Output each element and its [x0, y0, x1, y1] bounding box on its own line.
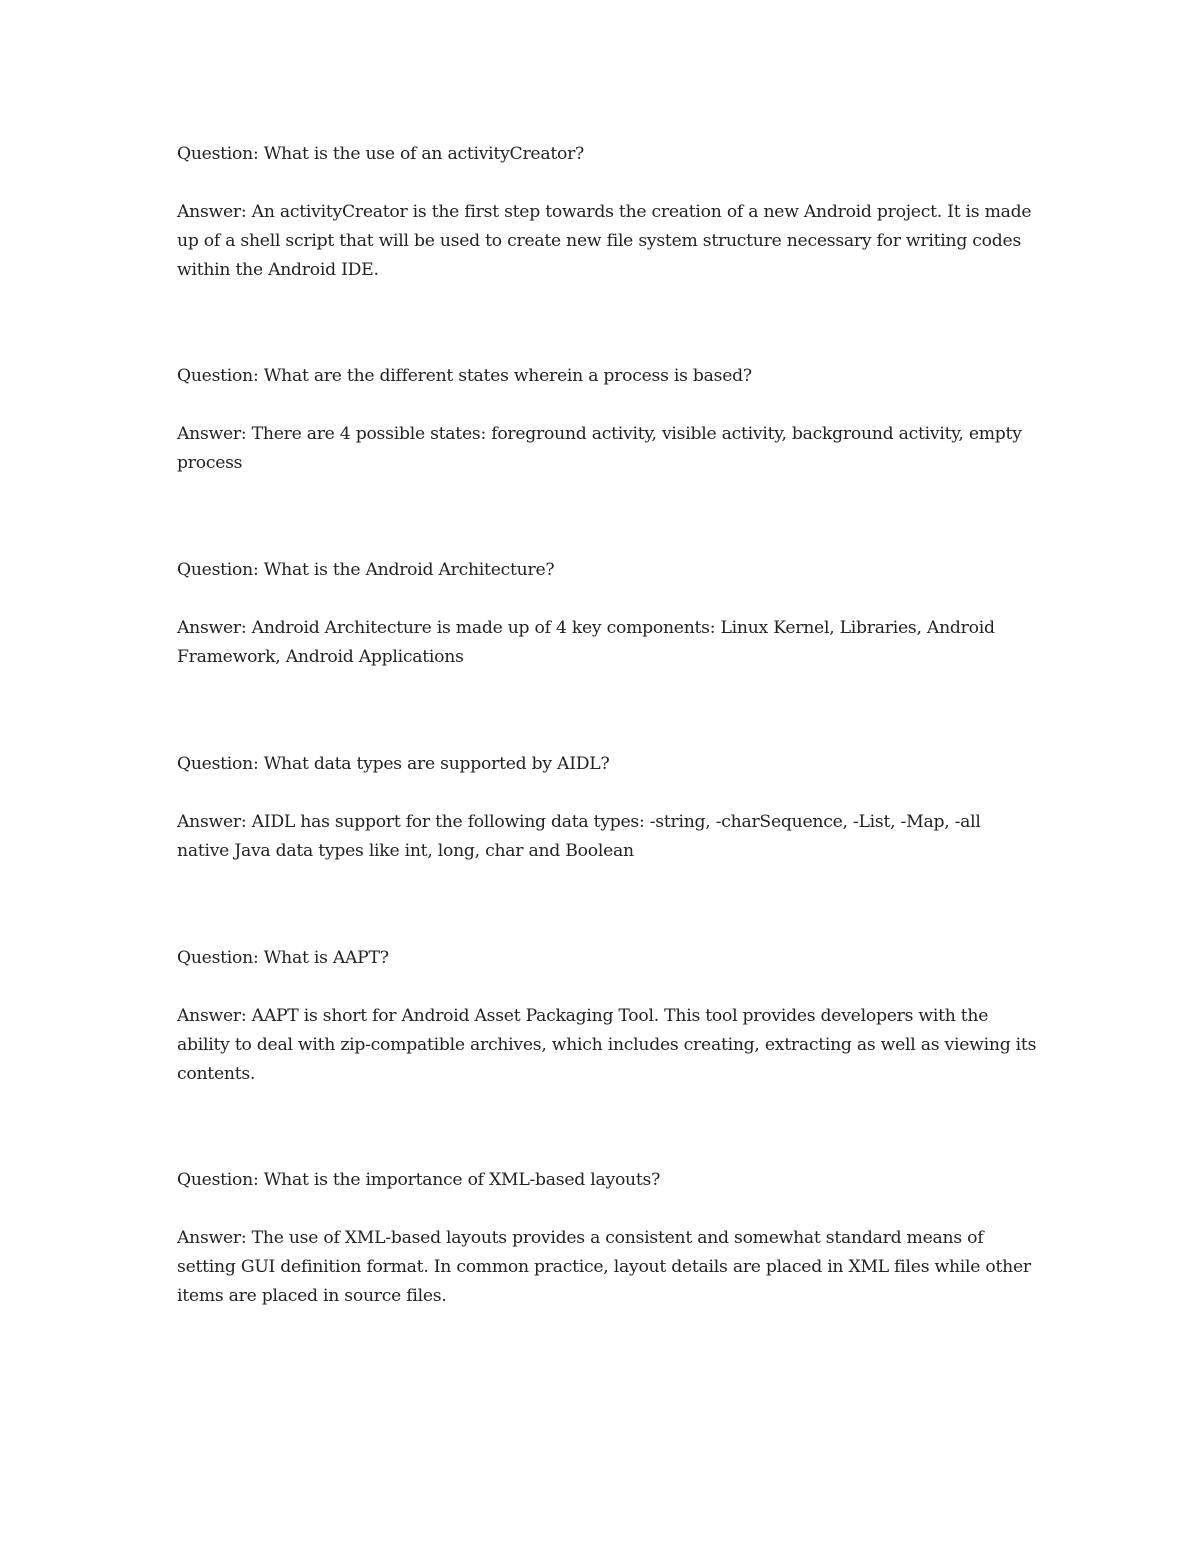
answer-text: Answer: The use of XML-based layouts provides a consistent and somewhat standard means of setting GUI definition format. In common practice, layout details are placed in XML files while other items are placed in source files. [177, 1228, 1031, 1306]
question-text: Question: What is the importance of XML-based layouts? [177, 1170, 661, 1190]
qa-item [177, 750, 1037, 866]
question-text: Question: What is the Android Architecture? [177, 560, 555, 580]
question-text: Question: What is AAPT? [177, 948, 389, 968]
qa-item [177, 556, 1037, 672]
qa-item [177, 140, 1037, 285]
question-text: Question: What is the use of an activityCreator? [177, 144, 585, 164]
answer-text: Answer: An activityCreator is the first step towards the creation of a new Android project. It is made up of a shell script that will be used to create new file system structure necessary for writing codes within the Android IDE. [177, 202, 1032, 280]
answer-text: Answer: Android Architecture is made up of 4 key components: Linux Kernel, Libraries, Android Framework, Android Applications [177, 618, 995, 667]
qa-item [177, 944, 1037, 1089]
question-text: Question: What data types are supported by AIDL? [177, 754, 610, 774]
question-text: Question: What are the different states wherein a process is based? [177, 366, 752, 386]
qa-item [177, 1166, 1037, 1311]
answer-text: Answer: AIDL has support for the following data types: -string, -charSequence, -List, -Map, -all native Java data types like int, long, char and Boolean [177, 812, 981, 861]
answer-text: Answer: There are 4 possible states: foreground activity, visible activity, background activity, empty process [177, 424, 1022, 473]
answer-text: Answer: AAPT is short for Android Asset Packaging Tool. This tool provides developers with the ability to deal with zip-compatible archives, which includes creating, extracting as well as viewing its contents. [177, 1006, 1037, 1084]
qa-item [177, 362, 1037, 478]
